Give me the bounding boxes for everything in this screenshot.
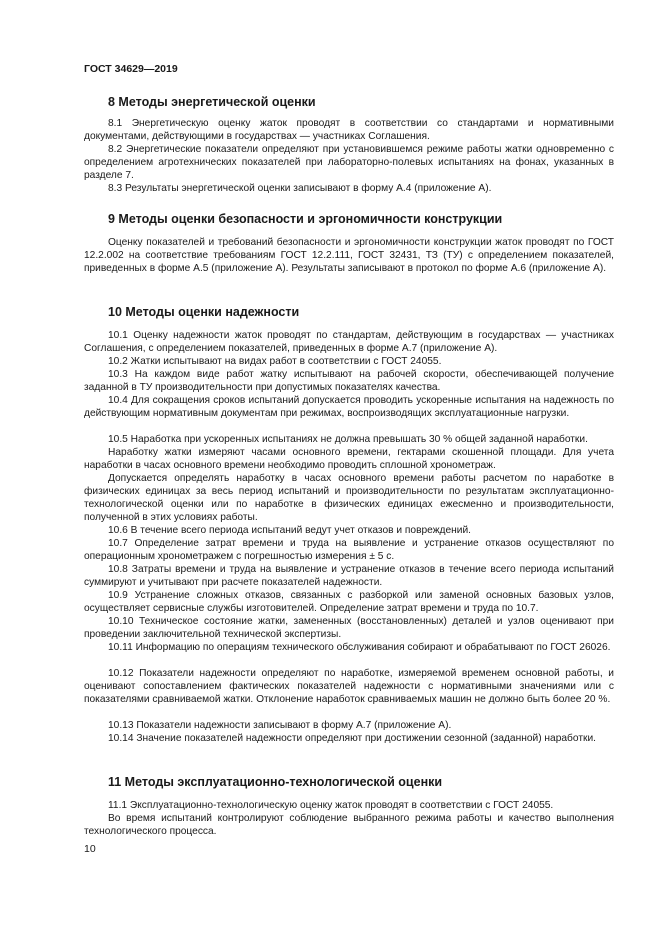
paragraph-8-1: 8.1 Энергетическую оценку жаток проводят в соответствии со стандартами и нормативными документами, действующими в государствах — участниках Соглашения. — [84, 118, 614, 143]
section-10-heading: 10 Методы оценки надежности — [108, 305, 300, 319]
paragraph-10-5: 10.5 Наработка при ускоренных испытаниях не должна превышать 30 % общей заданной наработки. — [108, 434, 588, 445]
paragraph-10-9: 10.9 Устранение сложных отказов, связанных с разборкой или заменой основных базовых узлов, осуществляет сервисные службы изготовителей. Определение затрат времени и труда по 10.7. — [84, 590, 614, 615]
paragraph-10-3: 10.3 На каждом виде работ жатку испытывают на рабочей скорости, обеспечивающей получение заданной в ТУ производительности при допустимых показателях качества. — [84, 369, 614, 394]
paragraph-9: Оценку показателей и требований безопасности и эргономичности конструкции жаток проводят по ГОСТ 12.2.002 на соответствие требованиям ГОСТ 12.2.111, ГОСТ 32431, ТЗ (ТУ) с определением показателей, приведенных в форме А.5 (приложение А). Результаты записывают в протокол по форме А.6 (приложение А). — [84, 237, 614, 275]
paragraph-10-5-b: Допускается определять наработку в часах основного времени работы расчетом по наработке в физических единицах за весь период испытаний и производительности по результатам эксплуатационно-технологической оценки или по наработке в физических единицах ежесменно и производительности, полученной в этих условиях работы. — [84, 473, 614, 524]
section-11-heading: 11 Методы эксплуатационно-технологической оценки — [108, 775, 443, 789]
paragraph-10-14: 10.14 Значение показателей надежности определяют при достижении сезонной (заданной) наработки. — [108, 733, 596, 744]
paragraph-8-2: 8.2 Энергетические показатели определяют при установившемся режиме работы жатки одновременно с определением агротехнических показателей при лабораторно-полевых испытаниях на фонах, указанных в разделе 7. — [84, 144, 614, 182]
section-9-heading: 9 Методы оценки безопасности и эргономичности конструкции — [108, 212, 503, 226]
paragraph-10-12: 10.12 Показатели надежности определяют по наработке, измеряемой временем основной работы, и оценивают сопоставлением фактических показателей надежности с нормативными значениями или с показателями сравниваемой жатки. Отклонение наработок сравниваемых машин не должно быть более 20 %. — [84, 668, 614, 706]
paragraph-10-6: 10.6 В течение всего периода испытаний ведут учет отказов и повреждений. — [108, 525, 471, 536]
document-header: ГОСТ 34629—2019 — [84, 63, 178, 75]
paragraph-10-2: 10.2 Жатки испытывают на видах работ в соответствии с ГОСТ 24055. — [108, 356, 442, 367]
paragraph-10-8: 10.8 Затраты времени и труда на выявление и устранение отказов в течение всего периода испытаний суммируют и учитывают при расчете показателей надежности. — [84, 564, 614, 589]
paragraph-10-1: 10.1 Оценку надежности жаток проводят по стандартам, действующим в государствах — участниках Соглашения, с определением показателей, приведенных в форме А.7 (приложение А). — [84, 330, 614, 355]
paragraph-8-3: 8.3 Результаты энергетической оценки записывают в форму А.4 (приложение А). — [108, 183, 492, 194]
paragraph-11-1: 11.1 Эксплуатационно-технологическую оценку жаток проводят в соответствии с ГОСТ 24055. — [108, 800, 554, 811]
paragraph-10-11: 10.11 Информацию по операциям технического обслуживания собирают и обрабатывают по ГОСТ 26026. — [108, 642, 611, 653]
page-number: 10 — [84, 843, 96, 855]
paragraph-10-13: 10.13 Показатели надежности записывают в форму А.7 (приложение А). — [108, 720, 452, 731]
paragraph-10-7: 10.7 Определение затрат времени и труда на выявление и устранение отказов осуществляют по операционным хронометражем с погрешностью измерения ± 5 с. — [84, 538, 614, 563]
paragraph-10-4: 10.4 Для сокращения сроков испытаний допускается проводить ускоренные испытания на надежность по действующим нормативным документам при режимах, воспроизводящих эксплуатационные нагрузки. — [84, 395, 614, 420]
paragraph-10-10: 10.10 Техническое состояние жатки, замененных (восстановленных) деталей и узлов оценивают при проведении заключительной технической экспертизы. — [84, 616, 614, 641]
section-8-heading: 8 Методы энергетической оценки — [108, 95, 316, 109]
paragraph-11-1-a: Во время испытаний контролируют соблюдение выбранного режима работы и качество выполнения технологического процесса. — [84, 813, 614, 838]
paragraph-10-5-a: Наработку жатки измеряют часами основного времени, гектарами скошенной площади. Для учета наработки в часах основного времени необходимо проводить сплошной хронометраж. — [84, 447, 614, 472]
